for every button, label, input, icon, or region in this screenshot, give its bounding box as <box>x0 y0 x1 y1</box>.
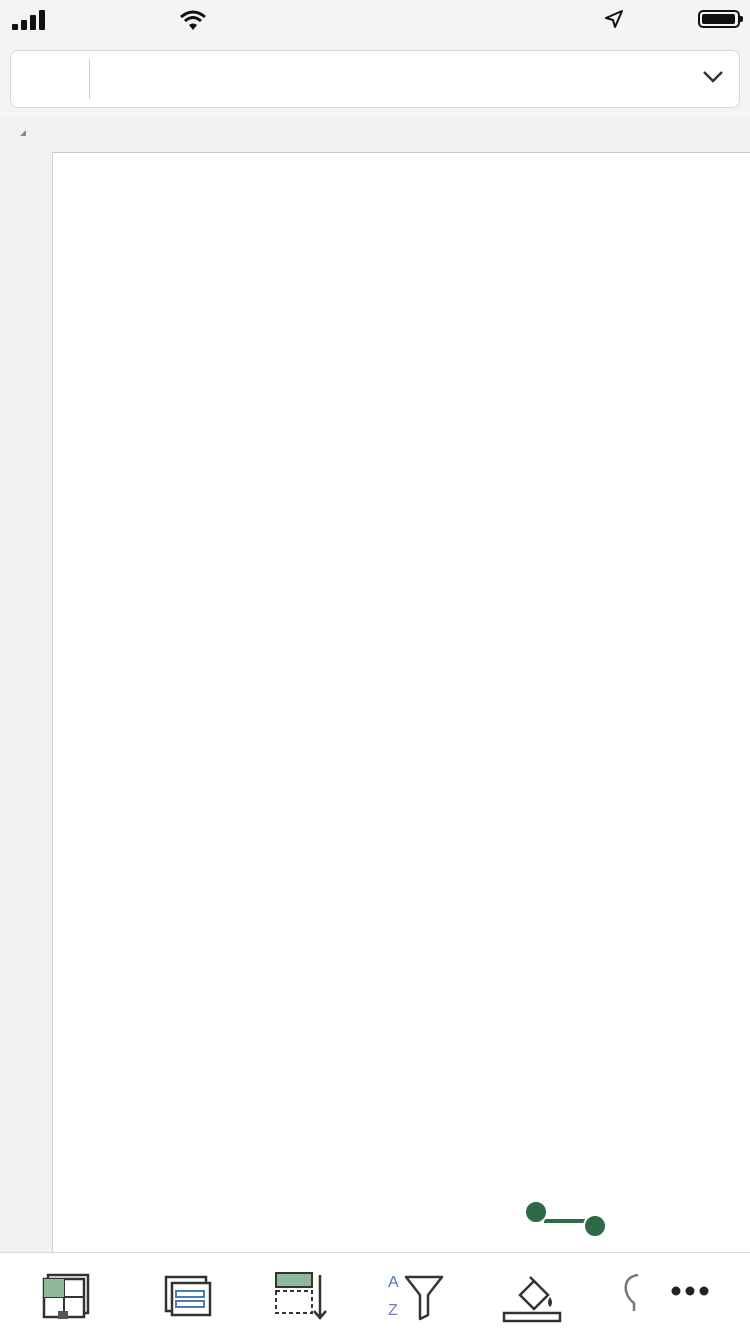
insert-row-icon[interactable] <box>272 1267 332 1323</box>
wifi-icon <box>178 8 208 32</box>
svg-text:A: A <box>388 1274 399 1291</box>
formula-divider <box>89 59 90 99</box>
more-icon <box>670 1285 710 1297</box>
formula-bar <box>0 40 750 118</box>
sort-filter-icon[interactable] <box>386 1267 446 1323</box>
bottom-toolbar <box>0 1252 750 1335</box>
selection-handle-start[interactable] <box>524 1200 548 1224</box>
spreadsheet-grid[interactable] <box>52 152 750 1252</box>
signal-icon <box>12 10 48 30</box>
chevron-down-icon[interactable] <box>701 67 725 87</box>
ideas-icon[interactable] <box>618 1267 648 1323</box>
row-header-bar <box>0 152 53 1252</box>
location-arrow-icon <box>604 9 624 29</box>
selection-handle-end[interactable] <box>583 1214 607 1238</box>
more-button[interactable] <box>650 1253 750 1335</box>
battery-icon <box>698 10 740 28</box>
column-header-bar <box>0 118 750 153</box>
status-bar <box>0 0 750 40</box>
formula-box[interactable] <box>10 50 740 108</box>
freeze-panes-icon[interactable] <box>156 1267 216 1323</box>
svg-text:Z: Z <box>388 1302 398 1319</box>
sheets-icon[interactable] <box>38 1267 98 1323</box>
fill-format-icon[interactable] <box>502 1267 562 1323</box>
selection-bar <box>544 1219 586 1223</box>
select-all-corner[interactable] <box>20 130 26 136</box>
